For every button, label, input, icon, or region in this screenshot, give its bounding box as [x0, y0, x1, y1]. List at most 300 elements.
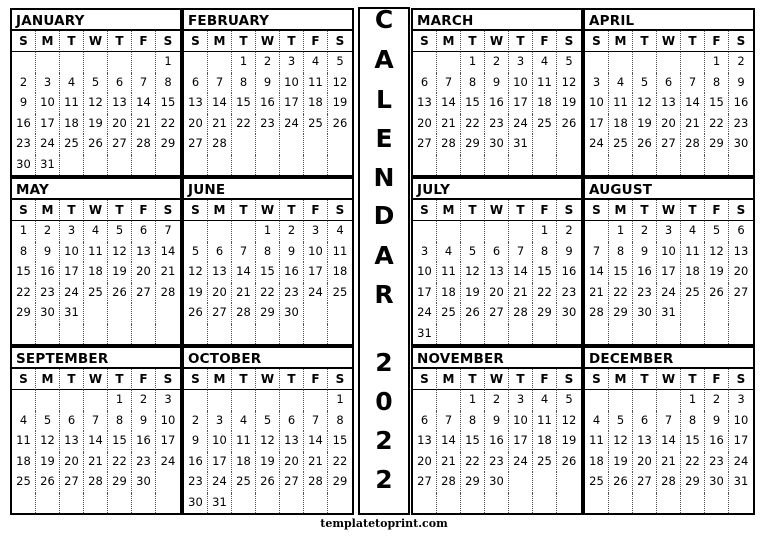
day-cell: 5 [256, 411, 280, 432]
day-cell: 26 [633, 134, 657, 155]
weekday-label: F [304, 200, 328, 221]
day-cell: 16 [280, 262, 304, 283]
day-cell: 16 [705, 431, 729, 452]
day-cell: 9 [132, 411, 156, 432]
weekday-label: S [184, 31, 208, 52]
empty-day-cell [657, 52, 681, 73]
empty-day-cell [485, 221, 509, 242]
weekday-label: S [585, 200, 609, 221]
day-cell: 4 [681, 221, 705, 242]
day-cell: 9 [256, 73, 280, 94]
day-cell: 25 [332, 284, 348, 299]
day-cell: 12 [705, 242, 729, 263]
day-cell: 30 [132, 472, 156, 493]
day-cell: 3 [413, 242, 437, 263]
day-cell: 26 [36, 472, 60, 493]
weekday-label: M [609, 31, 633, 52]
day-cell: 10 [733, 412, 749, 427]
day-cell: 7 [657, 411, 681, 432]
day-cell: 6 [60, 411, 84, 432]
weekday-label: M [437, 369, 461, 390]
day-cell: 25 [681, 283, 705, 304]
day-cell: 6 [633, 411, 657, 432]
day-cell: 7 [681, 73, 705, 94]
day-cell: 29 [705, 134, 729, 155]
day-cell: 22 [108, 452, 132, 473]
empty-day-cell [729, 155, 753, 176]
day-cell: 7 [509, 242, 533, 263]
month-name: AUGUST [585, 179, 753, 200]
empty-day-cell [681, 52, 705, 73]
empty-day-cell [509, 324, 533, 345]
day-cell: 7 [304, 411, 328, 432]
day-cell: 13 [108, 93, 132, 114]
weekday-label: T [60, 200, 84, 221]
day-cell: 2 [184, 411, 208, 432]
day-cell: 16 [132, 431, 156, 452]
day-cell: 15 [681, 431, 705, 452]
day-cell: 7 [84, 411, 108, 432]
weekday-label: F [132, 200, 156, 221]
day-cell: 30 [485, 134, 509, 155]
day-cell: 11 [232, 431, 256, 452]
day-cell: 3 [164, 392, 172, 406]
empty-day-cell [633, 493, 657, 514]
empty-day-cell [437, 221, 461, 242]
day-cell: 21 [657, 452, 681, 473]
empty-day-cell [132, 52, 156, 73]
month-name: JULY [413, 179, 581, 200]
weekday-label: T [509, 200, 533, 221]
weekday-label: T [681, 200, 705, 221]
empty-day-cell [132, 493, 156, 514]
day-cell: 30 [36, 303, 60, 324]
day-cell: 15 [108, 431, 132, 452]
empty-day-cell [413, 390, 437, 411]
month-day-grid [12, 200, 180, 344]
day-cell: 3 [657, 221, 681, 242]
day-cell: 8 [12, 242, 36, 263]
empty-day-cell [12, 390, 36, 411]
empty-day-cell [413, 52, 437, 73]
empty-day-cell [108, 324, 132, 345]
month-name: OCTOBER [184, 348, 352, 369]
day-cell: 3 [304, 221, 328, 242]
weekday-label: F [705, 369, 729, 390]
day-cell: 28 [208, 134, 232, 155]
day-cell: 29 [461, 472, 485, 493]
day-cell: 24 [413, 303, 437, 324]
day-cell: 21 [232, 283, 256, 304]
day-cell: 19 [184, 283, 208, 304]
day-cell: 29 [12, 303, 36, 324]
day-cell: 3 [585, 73, 609, 94]
day-cell: 4 [336, 223, 344, 237]
day-cell: 18 [232, 452, 256, 473]
weekday-label: M [437, 31, 461, 52]
empty-day-cell [533, 324, 557, 345]
empty-day-cell [156, 155, 180, 176]
day-cell: 28 [304, 472, 328, 493]
month-name: FEBRUARY [184, 10, 352, 31]
weekday-label: T [681, 31, 705, 52]
day-cell: 11 [585, 431, 609, 452]
empty-day-cell [256, 134, 280, 155]
weekday-label: S [413, 200, 437, 221]
day-cell: 17 [509, 431, 533, 452]
month-day-grid [184, 31, 352, 175]
day-cell: 27 [733, 284, 749, 299]
day-cell: 13 [132, 242, 156, 263]
empty-day-cell [681, 493, 705, 514]
empty-day-cell [304, 155, 328, 176]
day-cell: 17 [60, 262, 84, 283]
day-cell: 6 [485, 242, 509, 263]
empty-day-cell [60, 324, 84, 345]
day-cell: 15 [705, 93, 729, 114]
day-cell: 27 [60, 472, 84, 493]
day-cell: 26 [108, 283, 132, 304]
day-cell: 18 [437, 283, 461, 304]
empty-day-cell [208, 390, 232, 411]
day-cell: 5 [184, 242, 208, 263]
month-april [583, 8, 755, 177]
day-cell: 30 [485, 472, 509, 493]
day-cell: 16 [561, 264, 577, 278]
weekday-label: S [156, 369, 180, 390]
empty-day-cell [36, 493, 60, 514]
month-day-grid [12, 369, 180, 513]
day-cell: 27 [413, 472, 437, 493]
day-cell: 31 [509, 134, 533, 155]
day-cell: 4 [12, 411, 36, 432]
day-cell: 2 [633, 221, 657, 242]
day-cell: 25 [60, 134, 84, 155]
title-letter: D [373, 201, 395, 230]
day-cell: 21 [437, 452, 461, 473]
day-cell: 11 [533, 411, 557, 432]
day-cell: 17 [585, 114, 609, 135]
day-cell: 5 [705, 221, 729, 242]
day-cell: 24 [585, 134, 609, 155]
empty-day-cell [304, 134, 328, 155]
day-cell: 5 [36, 411, 60, 432]
day-cell: 11 [304, 73, 328, 94]
weekday-label: T [108, 31, 132, 52]
day-cell: 28 [232, 303, 256, 324]
day-cell: 16 [36, 262, 60, 283]
day-cell: 20 [633, 452, 657, 473]
day-cell: 16 [633, 262, 657, 283]
day-cell: 14 [681, 93, 705, 114]
empty-day-cell [12, 493, 36, 514]
empty-day-cell [108, 303, 132, 324]
day-cell: 10 [208, 431, 232, 452]
day-cell: 29 [160, 136, 176, 150]
weekday-label: W [657, 200, 681, 221]
day-cell: 8 [256, 242, 280, 263]
empty-day-cell [557, 493, 581, 514]
day-cell: 14 [437, 93, 461, 114]
empty-day-cell [681, 155, 705, 176]
day-cell: 11 [681, 242, 705, 263]
day-cell: 25 [533, 452, 557, 473]
day-cell: 18 [533, 93, 557, 114]
day-cell: 23 [733, 115, 749, 130]
empty-day-cell [60, 390, 84, 411]
day-cell: 25 [609, 134, 633, 155]
day-cell: 10 [413, 262, 437, 283]
weekday-label: S [328, 369, 352, 390]
month-day-grid [12, 31, 180, 175]
day-cell: 4 [609, 73, 633, 94]
empty-day-cell [585, 493, 609, 514]
day-cell: 21 [160, 264, 176, 278]
day-cell: 13 [60, 431, 84, 452]
month-december [583, 346, 755, 515]
day-cell: 9 [633, 242, 657, 263]
weekday-label: S [12, 369, 36, 390]
empty-day-cell [557, 155, 581, 176]
weekday-label: F [132, 31, 156, 52]
day-cell: 12 [84, 93, 108, 114]
empty-day-cell [328, 493, 352, 514]
weekday-label: M [208, 31, 232, 52]
empty-day-cell [461, 155, 485, 176]
empty-day-cell [657, 493, 681, 514]
empty-day-cell [256, 390, 280, 411]
empty-day-cell [533, 472, 557, 493]
day-cell: 12 [633, 93, 657, 114]
empty-day-cell [12, 324, 36, 345]
weekday-label: T [633, 31, 657, 52]
day-cell: 6 [413, 411, 437, 432]
day-cell: 27 [657, 134, 681, 155]
day-cell: 20 [485, 283, 509, 304]
day-cell: 9 [12, 93, 36, 114]
month-name: MAY [12, 179, 180, 200]
empty-day-cell [156, 493, 180, 514]
day-cell: 12 [184, 262, 208, 283]
empty-day-cell [729, 324, 753, 345]
day-cell: 28 [84, 472, 108, 493]
day-cell: 2 [737, 54, 745, 68]
day-cell: 17 [413, 283, 437, 304]
empty-day-cell [304, 303, 328, 324]
weekday-label: F [533, 369, 557, 390]
empty-day-cell [36, 324, 60, 345]
day-cell: 16 [184, 452, 208, 473]
day-cell: 22 [232, 114, 256, 135]
empty-day-cell [509, 155, 533, 176]
day-cell: 27 [413, 134, 437, 155]
weekday-label: F [304, 31, 328, 52]
day-cell: 27 [633, 472, 657, 493]
day-cell: 20 [413, 452, 437, 473]
empty-day-cell [533, 493, 557, 514]
empty-day-cell [60, 493, 84, 514]
empty-day-cell [485, 155, 509, 176]
day-cell: 17 [657, 262, 681, 283]
weekday-label: T [232, 31, 256, 52]
weekday-label: F [304, 369, 328, 390]
day-cell: 2 [485, 52, 509, 73]
empty-day-cell [304, 324, 328, 345]
day-cell: 26 [561, 115, 577, 130]
day-cell: 7 [232, 242, 256, 263]
empty-day-cell [232, 493, 256, 514]
weekday-label: S [12, 31, 36, 52]
day-cell: 26 [561, 453, 577, 468]
empty-day-cell [585, 52, 609, 73]
month-name: MARCH [413, 10, 581, 31]
day-cell: 20 [60, 452, 84, 473]
day-cell: 15 [12, 262, 36, 283]
day-cell: 18 [609, 114, 633, 135]
month-september [10, 346, 182, 515]
day-cell: 24 [304, 283, 328, 304]
footer-website: templatetoprint.com [320, 517, 448, 530]
day-cell: 16 [485, 93, 509, 114]
empty-day-cell [485, 324, 509, 345]
weekday-label: M [609, 369, 633, 390]
weekday-label: F [533, 31, 557, 52]
day-cell: 10 [304, 242, 328, 263]
day-cell: 6 [657, 73, 681, 94]
day-cell: 14 [437, 431, 461, 452]
day-cell: 30 [633, 303, 657, 324]
day-cell: 10 [36, 93, 60, 114]
day-cell: 24 [280, 114, 304, 135]
day-cell: 19 [36, 452, 60, 473]
day-cell: 9 [737, 74, 745, 89]
day-cell: 16 [733, 95, 749, 109]
day-cell: 12 [256, 431, 280, 452]
empty-day-cell [461, 493, 485, 514]
empty-day-cell [328, 155, 352, 176]
day-cell: 29 [108, 472, 132, 493]
weekday-label: S [156, 200, 180, 221]
weekday-label: S [729, 369, 753, 390]
day-cell: 18 [84, 262, 108, 283]
empty-day-cell [208, 155, 232, 176]
empty-day-cell [60, 52, 84, 73]
day-cell: 14 [160, 243, 176, 258]
empty-day-cell [609, 52, 633, 73]
month-october [182, 346, 354, 515]
day-cell: 28 [657, 472, 681, 493]
weekday-label: F [132, 369, 156, 390]
empty-day-cell [232, 221, 256, 242]
empty-day-cell [533, 134, 557, 155]
empty-day-cell [609, 493, 633, 514]
weekday-label: W [485, 200, 509, 221]
empty-day-cell [509, 493, 533, 514]
day-cell: 26 [705, 283, 729, 304]
day-cell: 20 [132, 262, 156, 283]
month-day-grid [585, 369, 753, 513]
month-name: DECEMBER [585, 348, 753, 369]
day-cell: 17 [304, 262, 328, 283]
month-may [10, 177, 182, 346]
day-cell: 3 [208, 411, 232, 432]
empty-day-cell [12, 52, 36, 73]
calendar-title [358, 7, 410, 515]
month-name: SEPTEMBER [12, 348, 180, 369]
day-cell: 18 [533, 431, 557, 452]
weekday-label: T [461, 31, 485, 52]
day-cell: 7 [132, 73, 156, 94]
day-cell: 12 [561, 74, 577, 89]
day-cell: 18 [304, 93, 328, 114]
day-cell: 23 [705, 452, 729, 473]
empty-day-cell [633, 390, 657, 411]
day-cell: 5 [633, 73, 657, 94]
month-june [182, 177, 354, 346]
day-cell: 23 [485, 114, 509, 135]
day-cell: 23 [280, 283, 304, 304]
weekday-label: T [280, 200, 304, 221]
day-cell: 2 [280, 221, 304, 242]
day-cell: 5 [108, 221, 132, 242]
empty-day-cell [705, 155, 729, 176]
day-cell: 29 [332, 474, 348, 488]
weekday-label: T [60, 31, 84, 52]
day-cell: 28 [437, 134, 461, 155]
day-cell: 1 [681, 390, 705, 411]
day-cell: 22 [332, 453, 348, 468]
weekday-label: S [729, 31, 753, 52]
empty-day-cell [609, 324, 633, 345]
empty-day-cell [304, 390, 328, 411]
empty-day-cell [156, 303, 180, 324]
day-cell: 2 [36, 221, 60, 242]
empty-day-cell [705, 493, 729, 514]
day-cell: 22 [256, 283, 280, 304]
day-cell: 9 [485, 73, 509, 94]
day-cell: 9 [565, 243, 573, 258]
day-cell: 10 [509, 73, 533, 94]
day-cell: 24 [733, 453, 749, 468]
day-cell: 15 [232, 93, 256, 114]
weekday-label: F [705, 31, 729, 52]
day-cell: 14 [132, 93, 156, 114]
day-cell: 17 [509, 93, 533, 114]
month-november [411, 346, 583, 515]
empty-day-cell [232, 324, 256, 345]
day-cell: 9 [485, 411, 509, 432]
empty-day-cell [657, 155, 681, 176]
day-cell: 28 [132, 134, 156, 155]
day-cell: 9 [184, 431, 208, 452]
empty-day-cell [84, 52, 108, 73]
day-cell: 26 [84, 134, 108, 155]
day-cell: 7 [585, 242, 609, 263]
day-cell: 30 [705, 472, 729, 493]
day-cell: 8 [461, 73, 485, 94]
empty-day-cell [657, 390, 681, 411]
day-cell: 19 [108, 262, 132, 283]
day-cell: 2 [12, 73, 36, 94]
day-cell: 24 [509, 452, 533, 473]
day-cell: 15 [160, 95, 176, 109]
empty-day-cell [232, 155, 256, 176]
day-cell: 19 [84, 114, 108, 135]
day-cell: 7 [437, 73, 461, 94]
empty-day-cell [84, 493, 108, 514]
empty-day-cell [84, 155, 108, 176]
empty-day-cell [184, 324, 208, 345]
